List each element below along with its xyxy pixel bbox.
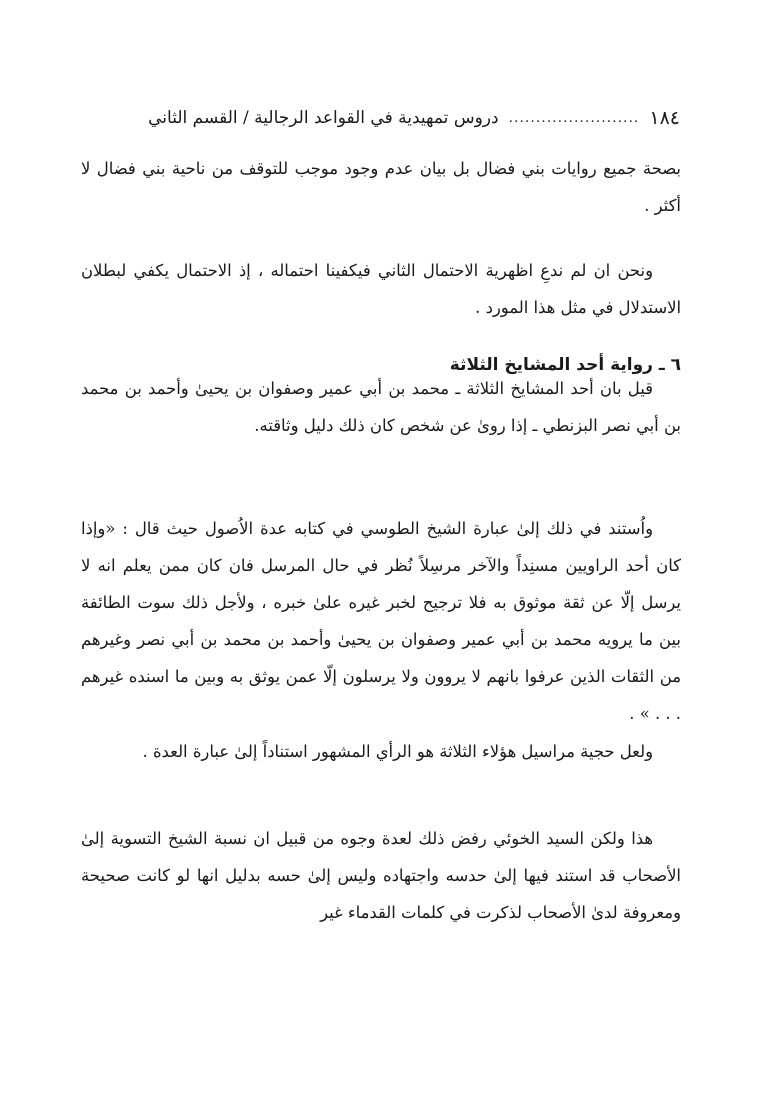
paragraph-famous-opinion: ولعل حجية مراسيل هؤلاء الثلاثة هو الرأي المشهور استناداً إلىٰ عبارة العدة . <box>142 742 653 761</box>
paragraph-three-sheikhs: قيل بان أحد المشايخ الثلاثة ـ محمد بن أبي عمير وصفوان بن يحيىٰ وأحمد بن محمد بن أبي نصر البزنطي ـ إذا روىٰ عن شخص كان ذلك دليل وثاقته. <box>81 379 681 435</box>
page-number: ١٨٤ <box>649 107 680 129</box>
header-leader-dots: ........................ <box>508 110 640 126</box>
section-heading: ٦ ـ رواية أحد المشايخ الثلاثة <box>449 355 681 375</box>
paragraph-tusi-quote: واُستند في ذلك إلىٰ عبارة الشيخ الطوسي في كتابه عدة الاُصول حيث قال : «وإذا كان أحد الراويين مسنِداً والآخر مرسِلاً نُظر في حال المرسل فان كان ممن يعلم انه لا يرسل إلّا عن ثقة موثوق به فلا ترجيح لخبر غيره علىٰ خبره ، ولأجل ذلك سوت الطائفة بين ما يرويه محمد بن أبي عمير وصفوان بن يحيىٰ وأحمد بن محمد بن أبي نصر وغيرهم من الثقات الذين عرفوا بانهم لا يروون ولا يرسلون إلّا عمن يوثق به وبين ما اسنده غيرهم . . . » . <box>81 519 681 723</box>
paragraph-probability: ونحن ان لم ندعِ اظهرية الاحتمال الثاني فيكفينا احتماله ، إذ الاحتمال يكفي لبطلان الاستدلال في مثل هذا المورد . <box>81 261 681 317</box>
page-header <box>60 100 680 136</box>
running-title: دروس تمهيدية في القواعد الرجالية / القسم الثاني <box>148 108 499 128</box>
paragraph-continuation: بصحة جميع روايات بني فضال بل بيان عدم وجود موجب للتوقف من ناحية بني فضال لا أكثر . <box>81 159 681 215</box>
paragraph-khoei-rejection: هذا ولكن السيد الخوئي رفض ذلك لعدة وجوه من قبيل ان نسبة الشيخ التسوية إلىٰ الأصحاب قد استند فيها إلىٰ حدسه واجتهاده وليس إلىٰ حسه بدليل انها لو كانت صحيحة ومعروفة لدىٰ الأصحاب لذكرت في كلمات القدماء غير <box>81 829 681 922</box>
